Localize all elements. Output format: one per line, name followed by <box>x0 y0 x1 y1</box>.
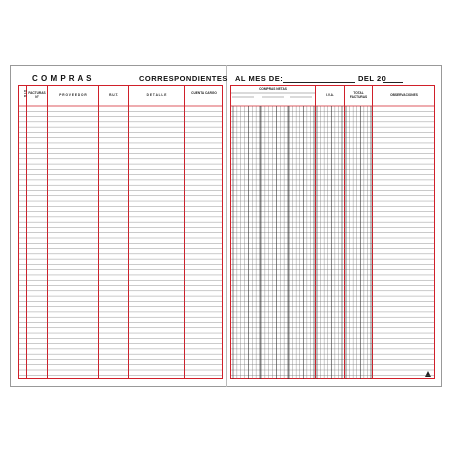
left-page-title: C O M P R A S <box>32 74 92 83</box>
col-header-cuenta: CUENTA CARGO <box>191 91 217 95</box>
col-header-proveedor: P R O V E E D O R <box>59 93 87 97</box>
col-header-iva: I.V.A. <box>326 93 334 97</box>
right-page-year-label: DEL 20 <box>358 74 387 83</box>
left-page-subtitle: CORRESPONDIENTES <box>139 74 228 83</box>
col-header-total-facturas: TOTAL FACTURAS <box>349 91 368 99</box>
col-header-rut: R.U.T. <box>109 93 118 97</box>
col-header-observaciones: OBSERVACIONES <box>390 93 418 97</box>
col-header-facturas: FACTURAS N° <box>28 91 46 99</box>
col-header-detalle: D E T A L L E <box>146 93 167 97</box>
right-page-month-label: AL MES DE: <box>235 74 284 83</box>
col-header-dia: D I A <box>23 90 27 98</box>
col-header-compras-netas: COMPRAS NETAS <box>259 87 287 91</box>
